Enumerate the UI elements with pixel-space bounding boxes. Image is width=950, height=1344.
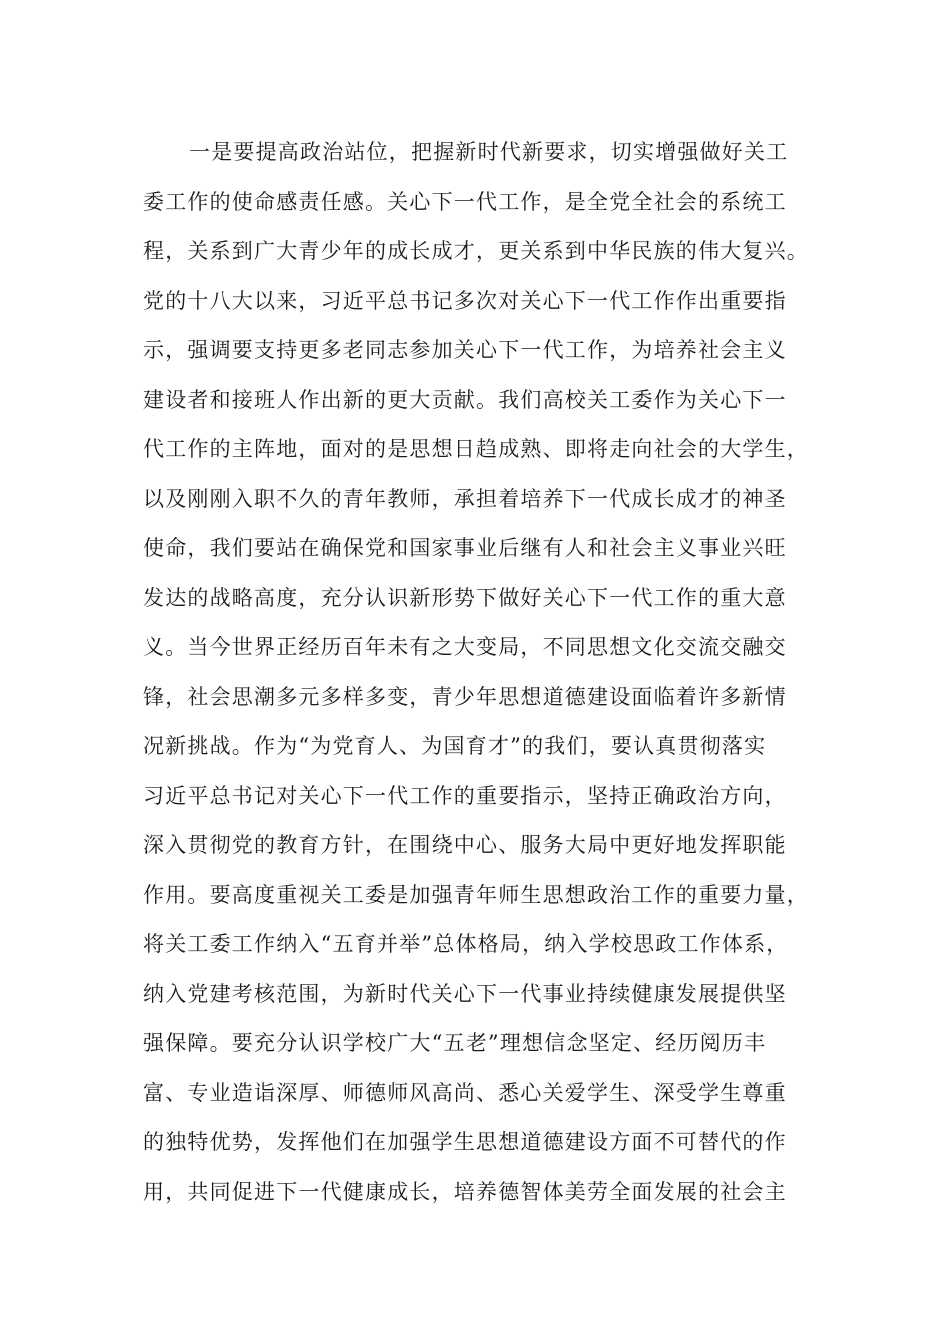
text-line: 义。当今世界正经历百年未有之大变局，不同思想文化交流交融交 — [143, 635, 787, 659]
text-line: 示，强调要支持更多老同志参加关心下一代工作，为培养社会主义 — [143, 338, 787, 362]
text-line: 一是要提高政治站位，把握新时代新要求，切实增强做好关工 — [189, 140, 789, 164]
text-line: 党的十八大以来，习近平总书记多次对关心下一代工作作出重要指 — [143, 288, 787, 313]
text-line: 委工作的使命感责任感。关心下一代工作，是全党全社会的系统工 — [143, 189, 787, 214]
text-line: 况新挑战。作为“为党育人、为国育才”的我们，要认真贯彻落实 — [143, 734, 767, 758]
text-line: 强保障。要充分认识学校广大“五老”理想信念坚定、经历阅历丰 — [143, 1031, 767, 1055]
text-line: 代工作的主阵地，面对的是思想日趋成熟、即将走向社会的大学生， — [143, 437, 809, 461]
text-line: 使命，我们要站在确保党和国家事业后继有人和社会主义事业兴旺 — [143, 536, 787, 560]
text-line: 富、专业造诣深厚、师德师风高尚、悉心关爱学生、深受学生尊重 — [143, 1080, 787, 1105]
text-line: 的独特优势，发挥他们在加强学生思想道德建设方面不可替代的作 — [143, 1130, 787, 1154]
text-line: 作用。要高度重视关工委是加强青年师生思想政治工作的重要力量， — [143, 882, 809, 907]
text-line: 锋，社会思潮多元多样多变，青少年思想道德建设面临着许多新情 — [143, 684, 787, 709]
text-line: 程，关系到广大青少年的成长成才，更关系到中华民族的伟大复兴。 — [143, 239, 809, 263]
text-line: 纳入党建考核范围，为新时代关心下一代事业持续健康发展提供坚 — [143, 981, 787, 1006]
text-line: 习近平总书记对关心下一代工作的重要指示，坚持正确政治方向， — [143, 783, 787, 808]
text-line: 将关工委工作纳入“五育并举”总体格局，纳入学校思政工作体系， — [143, 932, 789, 956]
text-line: 以及刚刚入职不久的青年教师，承担着培养下一代成长成才的神圣 — [143, 486, 787, 511]
text-line: 建设者和接班人作出新的更大贡献。我们高校关工委作为关心下一 — [143, 387, 787, 412]
text-line: 深入贯彻党的教育方针，在围绕中心、服务大局中更好地发挥职能 — [143, 833, 787, 857]
text-line: 发达的战略高度，充分认识新形势下做好关心下一代工作的重大意 — [143, 585, 787, 610]
text-line: 用，共同促进下一代健康成长，培养德智体美劳全面发展的社会主 — [143, 1179, 787, 1204]
body-paragraph — [143, 128, 833, 1217]
